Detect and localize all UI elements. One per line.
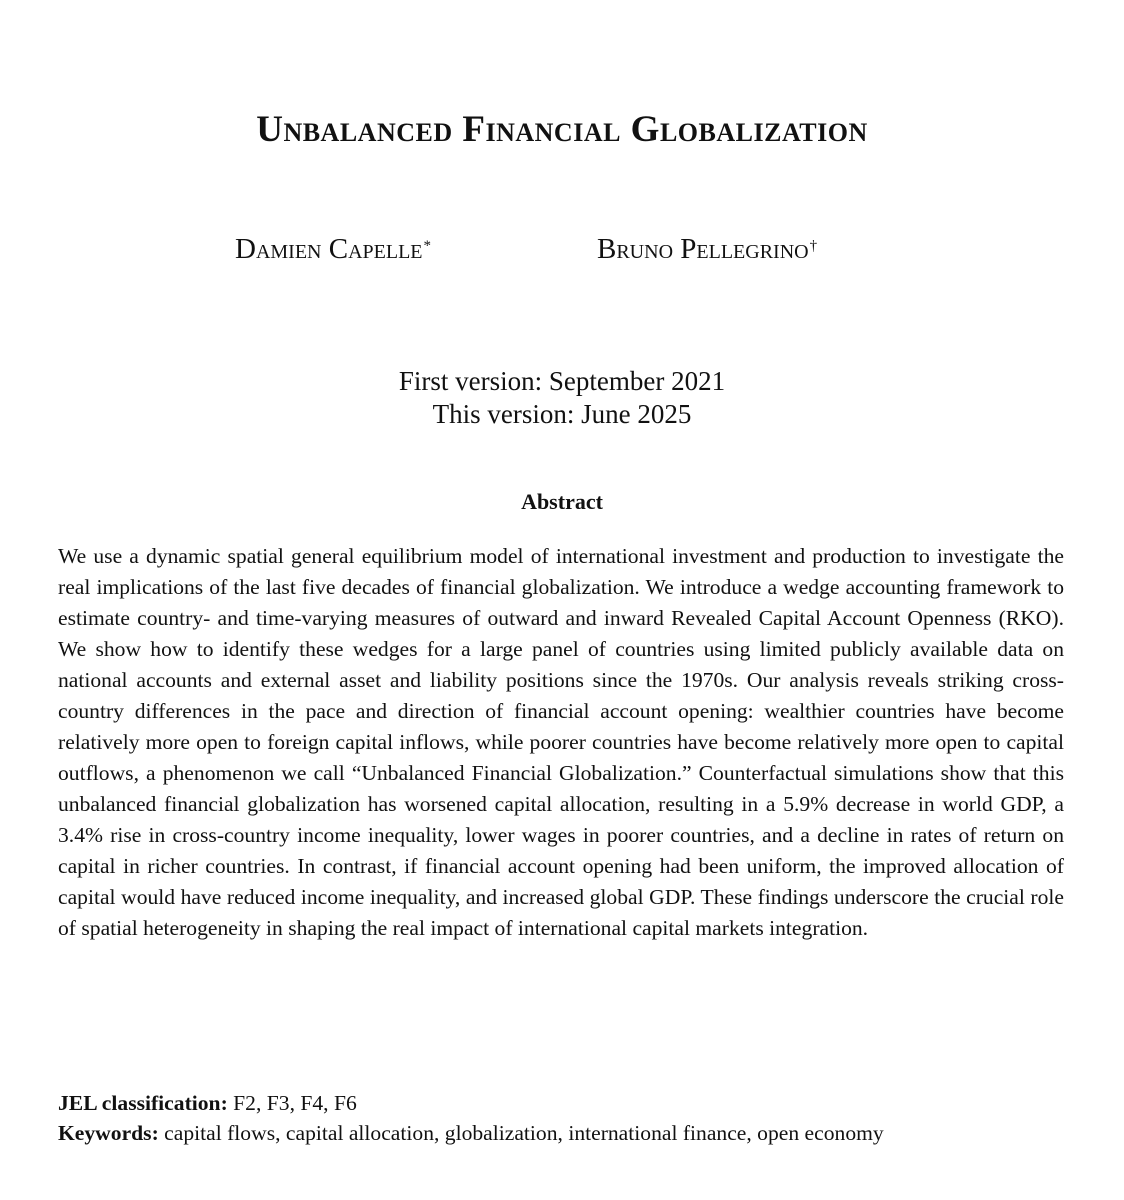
author-1-name: Damien Capelle xyxy=(235,233,423,265)
version-dates xyxy=(0,365,1124,431)
keywords-row xyxy=(58,1118,1064,1148)
keywords-list: capital flows, capital allocation, globalization, international finance, open economy xyxy=(164,1121,884,1145)
author-2-footnote-mark: † xyxy=(809,238,818,254)
jel-codes: F2, F3, F4, F6 xyxy=(233,1091,357,1115)
classification-block xyxy=(58,1088,1064,1148)
this-version-date: This version: June 2025 xyxy=(432,399,692,429)
author-1 xyxy=(235,231,431,267)
jel-label: JEL classification: xyxy=(58,1091,228,1115)
jel-classification-row xyxy=(58,1088,1064,1118)
abstract-heading: Abstract xyxy=(521,489,603,514)
abstract-text: We use a dynamic spatial general equilibrium model of international investment and production to investigate the real implications of the last five decades of financial globalization. We introduce a wedge accounting framework to estimate country- and time-varying measures of outward and inward Revealed Capital Account Openness (RKO). We show how to identify these wedges for a large panel of countries using limited publicly available data on national accounts and external asset and liability positions since the 1970s. Our analysis reveals striking cross-country differences in the pace and direction of financial account opening: wealthier countries have become relatively more open to foreign capital inflows, while poorer countries have become relatively more open to capital outflows, a phenomenon we call “Unbalanced Financial Globalization.” Counterfactual simulations show that this unbalanced financial globalization has worsened capital allocation, resulting in a 5.9% decrease in world GDP, a 3.4% rise in cross-country income inequality, lower wages in poorer countries, and a decline in rates of return on capital in richer countries. In contrast, if financial account opening had been uniform, the improved allocation of capital would have reduced income inequality, and increased global GDP. These findings underscore the crucial role of spatial heterogeneity in shaping the real impact of international capital markets integration. xyxy=(58,544,1064,940)
paper-title: Unbalanced Financial Globalization xyxy=(256,109,868,150)
author-list xyxy=(0,231,1124,271)
author-2-name: Bruno Pellegrino xyxy=(597,233,809,265)
author-2 xyxy=(597,231,817,267)
first-version-date: First version: September 2021 xyxy=(398,366,726,396)
keywords-label: Keywords: xyxy=(58,1121,159,1145)
author-1-footnote-mark: * xyxy=(423,238,432,254)
